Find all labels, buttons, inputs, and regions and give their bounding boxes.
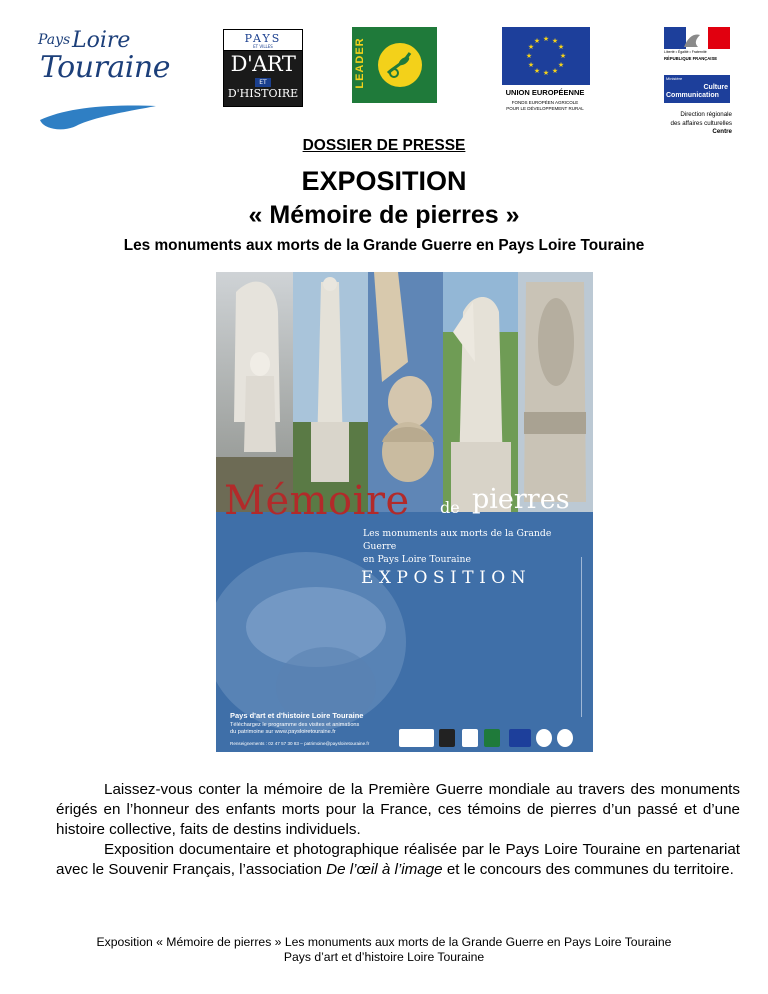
svg-text:★: ★: [551, 67, 559, 75]
svg-text:★: ★: [557, 61, 565, 69]
leader-logo: [352, 27, 437, 103]
poster-photo-soldier-bust: [368, 272, 443, 512]
rf-republique: RÉPUBLIQUE FRANÇAISE: [664, 56, 718, 61]
eu-fund-line2: POUR LE DÉVELOPPEMENT RURAL: [506, 106, 584, 111]
exposition-subtitle: Les monuments aux morts de la Grande Guerre en Pays Loire Touraine: [123, 237, 645, 254]
svg-text:★: ★: [559, 52, 567, 60]
poster-download-text: [230, 722, 400, 737]
poster-photo-winged-victory: [443, 272, 518, 512]
exposition-poster: [216, 272, 593, 762]
logo-pays-text: Pays: [38, 32, 71, 48]
logo-pah-et: ET: [255, 78, 271, 87]
svg-text:★: ★: [551, 37, 559, 45]
partners-association-name: De l’œil à l’image: [326, 861, 443, 878]
logo-pah-pays: PAYS: [244, 32, 282, 45]
poster-contact: Renseignements : 02 47 57 30 83 – patrimoine@paysloiretouraine.fr: [230, 741, 370, 746]
svg-text:★: ★: [527, 61, 535, 69]
svg-text:★: ★: [533, 37, 541, 45]
poster-mini-oeil-logo: [557, 729, 573, 747]
logo-pah-villes: ET VILLES: [253, 44, 273, 49]
rf-culture: Culture: [703, 84, 728, 91]
poster-mini-leader-logo: [484, 729, 500, 747]
poster-exposition: EXPOSITION: [361, 568, 532, 588]
poster-vertical-credit-line: [581, 557, 582, 717]
svg-text:★: ★: [527, 43, 535, 51]
logo-touraine-text: Touraine: [40, 50, 170, 85]
logo-pah-histoire: D'HISTOIRE: [227, 87, 299, 100]
poster-mini-plt-logo: [399, 729, 434, 747]
exposition-title: EXPOSITION: [301, 166, 467, 196]
eu-flag-icon: [502, 27, 590, 85]
svg-text:★: ★: [525, 52, 533, 60]
poster-de: de: [440, 498, 460, 517]
poster-memoire-title: Mémoire: [224, 478, 410, 524]
poster-mini-rf-logo: [462, 729, 478, 747]
poster-tel-line2: du patrimoine sur www.paysloiretouraine.fr: [230, 729, 336, 736]
pays-loire-touraine-logo: [36, 30, 186, 100]
logo-pah-header: [224, 30, 302, 51]
memoire-title: « Mémoire de pierres »: [248, 201, 520, 229]
poster-bottom-border: [216, 752, 593, 762]
poster-pierres: pierres: [472, 484, 570, 515]
logo-pah-dart: D'ART: [230, 52, 296, 76]
pays-art-histoire-logo: [223, 29, 303, 107]
republique-francaise-logo: [664, 27, 734, 137]
footer-line2: Pays d’art et d’histoire Loire Touraine: [283, 950, 485, 964]
leader-text: LEADER: [354, 37, 366, 89]
svg-text:★: ★: [542, 35, 550, 43]
eu-fund-line1: FONDS EUROPÉEN AGRICOLE: [511, 100, 579, 105]
poster-sub-line2: en Pays Loire Touraine: [363, 554, 471, 565]
poster-photo-stele: [518, 272, 593, 512]
rf-culture-box: [664, 75, 730, 103]
rf-ministere: Ministère: [666, 76, 683, 81]
leader-emblem-icon: [378, 43, 422, 87]
logo-swoosh-icon: [36, 86, 186, 132]
rf-motto: Liberté • Égalité • Fraternité: [664, 50, 707, 54]
poster-photo-obelisk: [293, 272, 368, 512]
poster-pah-label: Pays d'art et d'histoire Loire Touraine: [230, 711, 364, 720]
poster-photo-mourning-statue: [216, 272, 293, 512]
footer-line1: Exposition « Mémoire de pierres » Les monuments aux morts de la Grande Guerre en Pays Loire Touraine: [96, 935, 672, 949]
intro-paragraph: Laissez-vous conter la mémoire de la Première Guerre mondiale au travers des monuments érigés en l’honneur des enfants morts pour la France, ces témoins de pierres d’un passé et d’une histoire collective, faits de destins individuels.: [56, 781, 740, 838]
eu-fund-text: [500, 100, 590, 112]
rf-dir-line2: des affaires culturelles: [670, 119, 732, 127]
poster-subtitle: [363, 527, 583, 566]
eu-title: UNION EUROPÉENNE: [505, 88, 585, 97]
marianne-flag-icon: [664, 27, 730, 49]
dossier-de-presse-heading: DOSSIER DE PRESSE: [302, 137, 466, 154]
union-europeenne-logo: [500, 27, 590, 113]
rf-dir-line1: Direction régionale: [680, 111, 732, 118]
page-footer: [0, 935, 768, 965]
svg-text:★: ★: [533, 67, 541, 75]
partners-text-b: et le concours des communes du territoire.: [442, 861, 734, 878]
poster-mini-souvenir-logo: [536, 729, 552, 747]
poster-mini-eu-logo: [509, 729, 531, 747]
svg-text:★: ★: [542, 69, 550, 77]
poster-mini-pah-logo: [439, 729, 455, 747]
rf-dir-line3: Centre: [712, 128, 732, 135]
rf-direction: [658, 111, 732, 137]
poster-sub-line1: Les monuments aux morts de la Grande Guerre: [363, 528, 552, 552]
poster-tel-line1: Téléchargez le programme des visites et animations: [230, 722, 360, 728]
svg-text:★: ★: [557, 43, 565, 51]
partners-text-a: Exposition documentaire et photographique réalisée par le Pays Loire Touraine en partenariat avec le Souvenir Français, l’association: [56, 841, 740, 878]
partners-paragraph: [56, 840, 740, 880]
rf-communication: Communication: [666, 92, 719, 99]
logo-loire-text: Loire: [72, 28, 131, 53]
